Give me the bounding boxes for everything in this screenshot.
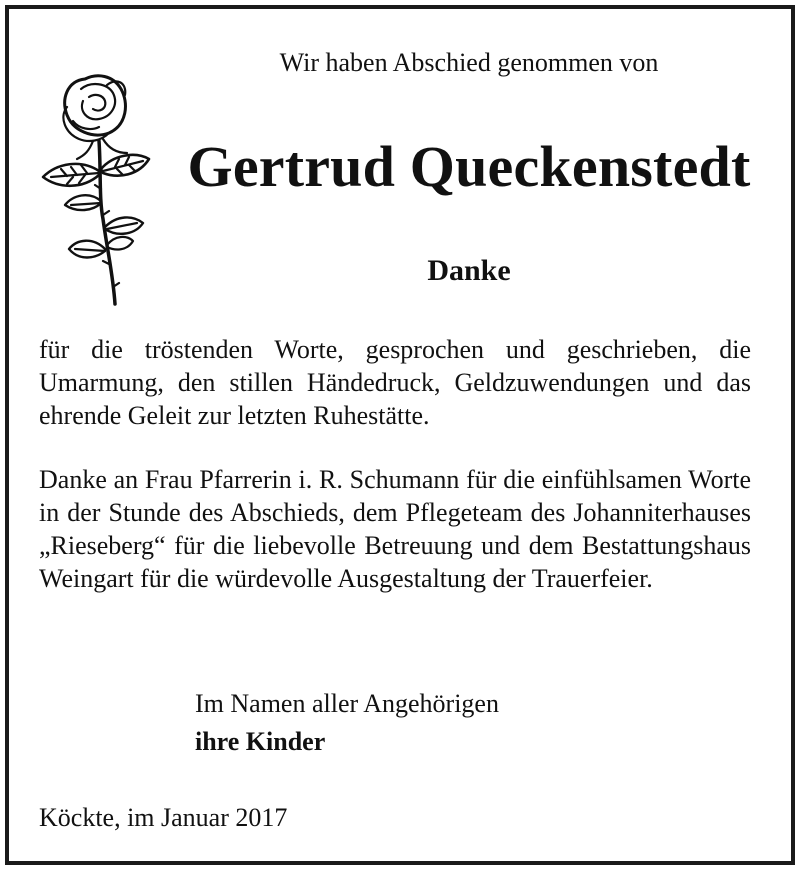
obituary-frame <box>5 5 795 865</box>
rose-icon <box>37 59 167 314</box>
thanks-paragraph-2: Danke an Frau Pfarrerin i. R. Schumann für die einfühlsamen Worte in der Stunde des Abschieds, dem Pflegeteam des Johanniterhauses „Rieseberg“ für die liebevolle Betreuung und dem Bestattungshaus Weingart für die würdevolle Ausgestaltung der Trauerfeier. <box>39 465 751 593</box>
deceased-name: Gertrud Queckenstedt <box>187 134 751 199</box>
signature-line: Im Namen aller Angehörigen <box>195 689 499 718</box>
signature-name: ihre Kinder <box>195 727 326 756</box>
place-date: Köckte, im Januar 2017 <box>39 803 288 832</box>
intro-text: Wir haben Abschied genommen von <box>279 48 659 77</box>
thanks-heading: Danke <box>427 254 511 287</box>
thanks-paragraph-1: für die tröstenden Worte, gesprochen und geschrieben, die Umarmung, den stillen Händedruck, Geldzuwendungen und das ehrende Geleit zur letzten Ruhestätte. <box>39 335 751 430</box>
